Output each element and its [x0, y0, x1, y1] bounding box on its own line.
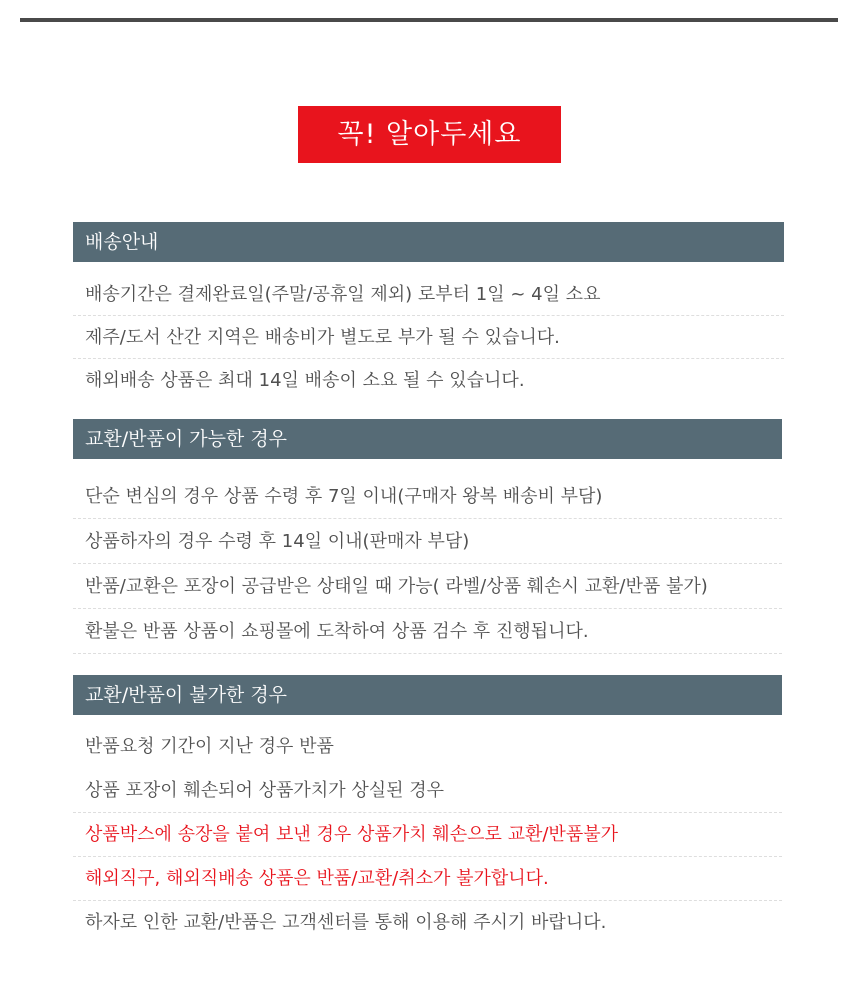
list-item-warning: 상품박스에 송장을 붙여 보낸 경우 상품가치 훼손으로 교환/반품불가: [73, 813, 782, 857]
list-item: 배송기간은 결제완료일(주말/공휴일 제외) 로부터 1일 ~ 4일 소요: [73, 273, 784, 316]
list-item: 상품 포장이 훼손되어 상품가치가 상실된 경우: [73, 769, 782, 813]
list-item: 하자로 인한 교환/반품은 고객센터를 통해 이용해 주시기 바랍니다.: [85, 912, 607, 933]
info-list: [73, 725, 782, 945]
list-item: 반품/교환은 포장이 공급받은 상태일 때 가능( 라벨/상품 훼손시 교환/반품 불가): [73, 564, 782, 609]
list-item: 해외배송 상품은 최대 14일 배송이 소요 될 수 있습니다.: [85, 370, 525, 391]
list-item: 제주/도서 산간 지역은 배송비가 별도로 부가 될 수 있습니다.: [73, 316, 784, 359]
list-item: 단순 변심의 경우 상품 수령 후 7일 이내(구매자 왕복 배송비 부담): [73, 474, 782, 519]
return-allowed-section: [73, 419, 782, 654]
info-list: [73, 273, 784, 402]
list-item-warning: 해외직구, 해외직배송 상품은 반품/교환/취소가 불가합니다.: [73, 857, 782, 901]
return-not-allowed-section: [73, 675, 782, 945]
section-title: 배송안내: [73, 222, 784, 262]
section-title: 교환/반품이 가능한 경우: [73, 419, 782, 459]
shipping-info-section: [73, 222, 784, 402]
notice-badge: 꼭! 알아두세요: [298, 106, 561, 163]
list-item: 상품하자의 경우 수령 후 14일 이내(판매자 부담): [73, 519, 782, 564]
top-divider: [20, 18, 838, 22]
list-item: 반품요청 기간이 지난 경우 반품: [85, 736, 334, 757]
list-item: 환불은 반품 상품이 쇼핑몰에 도착하여 상품 검수 후 진행됩니다.: [73, 609, 782, 654]
info-list: [73, 474, 782, 654]
section-title: 교환/반품이 불가한 경우: [73, 675, 782, 715]
